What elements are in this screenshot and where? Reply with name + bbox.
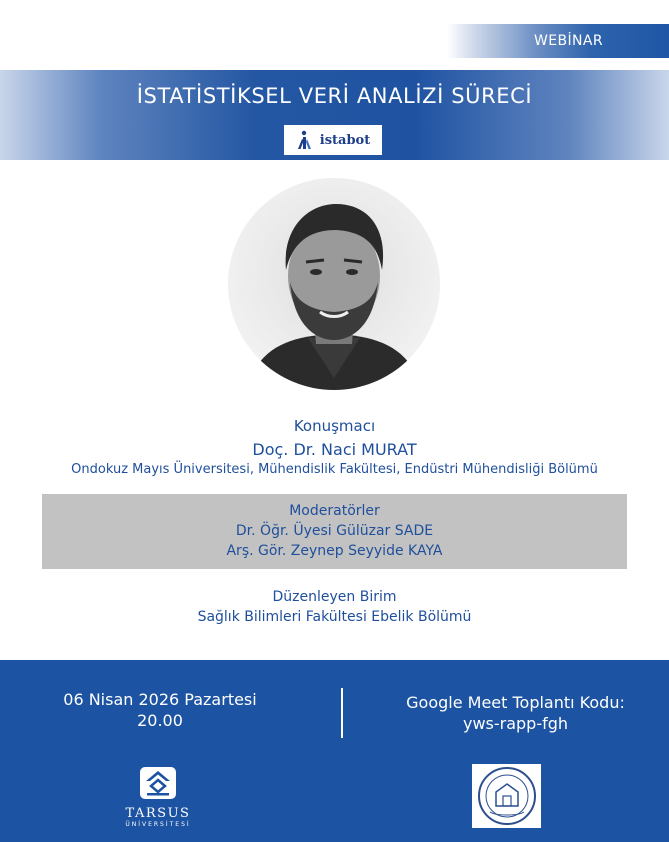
speaker-info	[0, 417, 669, 477]
speaker-role: Konuşmacı	[293, 417, 376, 435]
meet-label: Google Meet Toplantı Kodu:	[406, 693, 625, 712]
organizer-info	[0, 587, 669, 627]
moderators-heading: Moderatörler	[289, 503, 380, 519]
webinar-tag	[447, 24, 669, 58]
university-subtitle: ÜNİVERSİTESİ	[125, 821, 191, 828]
faculty-seal-emblem	[476, 766, 538, 826]
faculty-seal	[472, 764, 541, 828]
moderators-box	[42, 494, 627, 569]
sponsor-logo-text: istabot	[319, 132, 371, 148]
event-time: 20.00	[137, 711, 183, 730]
meet-code: yws-rapp-fgh	[462, 714, 569, 733]
istabot-logo-icon	[296, 130, 314, 150]
speaker-affiliation: Ondokuz Mayıs Üniversitesi, Mühendislik Fakültesi, Endüstri Mühendisliği Bölümü	[71, 462, 598, 477]
tarsus-university-logo	[118, 766, 198, 834]
webinar-label: WEBİNAR	[534, 33, 603, 49]
footer-divider	[341, 688, 343, 738]
meet-info	[362, 692, 669, 734]
speaker-name: Doç. Dr. Naci MURAT	[252, 440, 417, 459]
page-title: İSTATİSTİKSEL VERİ ANALİZİ SÜRECİ	[136, 84, 533, 108]
organizer-heading: Düzenleyen Birim	[272, 589, 397, 605]
footer	[0, 660, 669, 842]
sponsor-logo	[284, 125, 382, 155]
organizer-unit: Sağlık Bilimleri Fakültesi Ebelik Bölümü	[197, 609, 472, 625]
university-emblem-icon	[139, 766, 177, 800]
event-date: 06 Nisan 2026 Pazartesi	[63, 690, 257, 709]
speaker-photo	[228, 178, 440, 390]
title-banner	[0, 70, 669, 160]
event-datetime	[0, 689, 320, 731]
moderator-name: Dr. Öğr. Üyesi Gülüzar SADE	[235, 523, 434, 539]
university-name: TARSUS	[125, 806, 191, 821]
speaker-portrait-illustration	[228, 178, 440, 390]
moderator-name: Arş. Gör. Zeynep Seyyide KAYA	[226, 543, 443, 559]
